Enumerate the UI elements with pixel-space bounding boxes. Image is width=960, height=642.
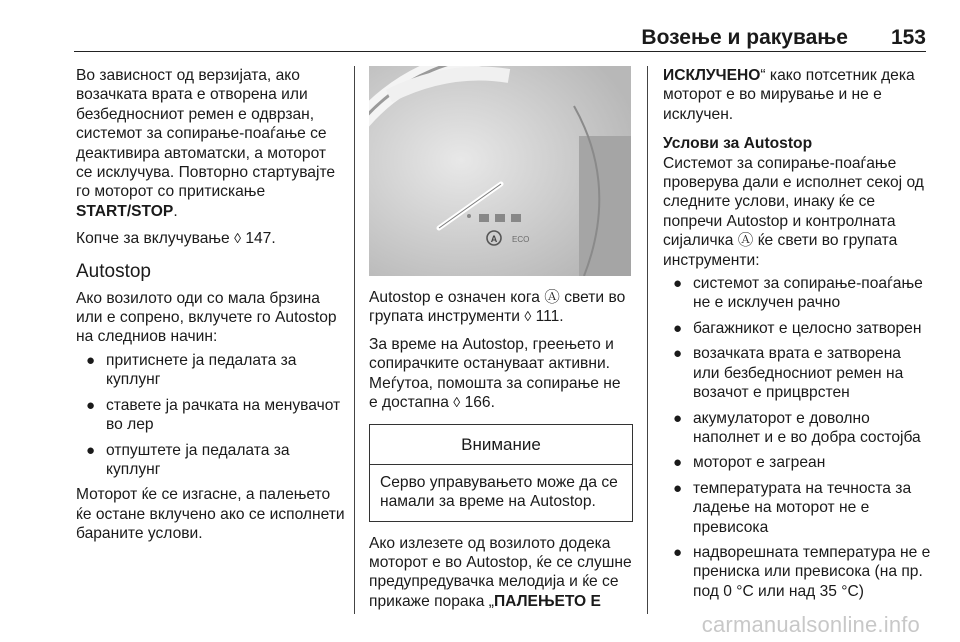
page-ref-icon: ◊ — [524, 308, 532, 325]
list-item: ● багажникот е целосно затворен — [673, 319, 922, 337]
autostop-paragraph: Ако возилото оди со мала брзина или е сопрено, вклучете го Autostop на следниов начин: — [76, 289, 337, 346]
column-3 — [663, 66, 931, 607]
warning-text: Серво управувањето може да се намали за време на Autostop. — [380, 473, 618, 511]
bullet-icon: ● — [673, 479, 683, 497]
header-divider — [74, 51, 926, 52]
autostop-lamp-icon: Ⓐ — [544, 289, 560, 306]
instrument-cluster-illustration — [369, 66, 631, 276]
warning-title: Внимание — [370, 425, 632, 464]
continuation-paragraph: ИСКЛУЧЕНО“ како потсетник дека моторот е во мирување и не е исклучен. — [663, 67, 915, 123]
list-item: ● возачката врата е затворена или безбедносниот ремен на возачот е прицврстен — [673, 345, 904, 402]
column-1 — [76, 66, 346, 552]
section-heading-conditions: Услови за Autostop — [663, 135, 813, 153]
column-2 — [369, 66, 633, 619]
watermark: carmanualsonline.info — [701, 612, 920, 637]
outro-paragraph: Моторот ќе се изгасне, а палењето ќе остане вклучено ако се исполнети бараните услови. — [76, 486, 345, 543]
bullet-icon: ● — [673, 454, 683, 472]
autostop-lamp-icon: Ⓐ — [737, 232, 754, 250]
conditions-intro: Системот за сопирање-поаѓање проверува дали е исполнет секој од следните услови, инаку ќе се попречи Autostop и контролната сијаличка Ⓐ ќе свети во групата инструменти: — [663, 154, 924, 269]
autostop-steps-list — [76, 351, 346, 479]
autostop-indicator-letter: A — [490, 234, 498, 244]
exit-vehicle-paragraph: Ако излезете од возилото додека моторот е во Autostop, ќе се слушне предупредувачка мелодија и ќе се прикаже порака „ПАЛЕЊЕТО Е — [369, 534, 632, 610]
list-item: ● притиснете ја педалата за куплунг — [86, 351, 297, 389]
bullet-icon: ● — [86, 351, 96, 369]
list-item: ● надворешната температура не е прениска или превисока (на пр. под 0 °C или над 35 °C) — [673, 543, 931, 600]
bullet-icon: ● — [673, 543, 683, 561]
list-item: ● отпуштете ја педалата за куплунг — [86, 441, 290, 478]
column-divider-right — [647, 66, 648, 614]
bullet-icon: ● — [673, 275, 683, 293]
list-item: ● системот за сопирање-поаѓање не е исклучен рачно — [673, 275, 923, 312]
list-item: ● температурата на течноста за ладење на моторот не е превисока — [673, 479, 912, 536]
list-item: ● моторот е загреан — [673, 454, 826, 472]
page-header — [0, 0, 960, 52]
start-stop-label: START/STOP — [76, 202, 174, 220]
instrument-cluster-figure — [369, 66, 631, 276]
bullet-icon: ● — [673, 409, 683, 427]
ref-ignition-switch: Копче за вклучување ◊ 147. — [76, 230, 276, 248]
ignition-message-start: ПАЛЕЊЕТО Е — [493, 592, 601, 610]
page-ref-icon: ◊ — [234, 230, 241, 247]
bullet-icon: ● — [86, 441, 96, 459]
warning-box — [369, 424, 633, 521]
column-divider-left — [354, 66, 355, 614]
chapter-title: Возење и ракување — [641, 26, 848, 49]
eco-label: ECO — [512, 235, 530, 244]
bullet-icon: ● — [673, 345, 683, 363]
figure-caption: Autostop е означен кога Ⓐ свети во групата инструменти ◊ 111. — [369, 289, 626, 326]
ignition-message-end: ИСКЛУЧЕНО — [663, 67, 761, 84]
list-item: ● акумулаторот е доволно наполнет и е во добра состојба — [673, 409, 921, 446]
list-item: ● ставете ја рачката на менувачот во лер — [86, 396, 341, 434]
heating-paragraph: За време на Autostop, греењето и сопирачките остануваат активни. Меѓутоа, помошта за сопирање не е достапна ◊ 166. — [369, 335, 621, 412]
bullet-icon: ● — [673, 319, 683, 337]
conditions-list — [663, 274, 931, 601]
intro-paragraph: Во зависност од верзијата, ако возачката врата е отворена или безбедносниот ремен е одврзан, системот за сопирање-поаѓање се деактивира автоматски, а моторот се исклучува. Повторно стартувајте го моторот со притискање START/STOP. — [76, 67, 336, 220]
bullet-icon: ● — [86, 396, 96, 414]
page-ref-icon: ◊ — [453, 394, 461, 411]
page-number: 153 — [890, 26, 926, 49]
section-heading-autostop: Autostop — [76, 260, 151, 282]
